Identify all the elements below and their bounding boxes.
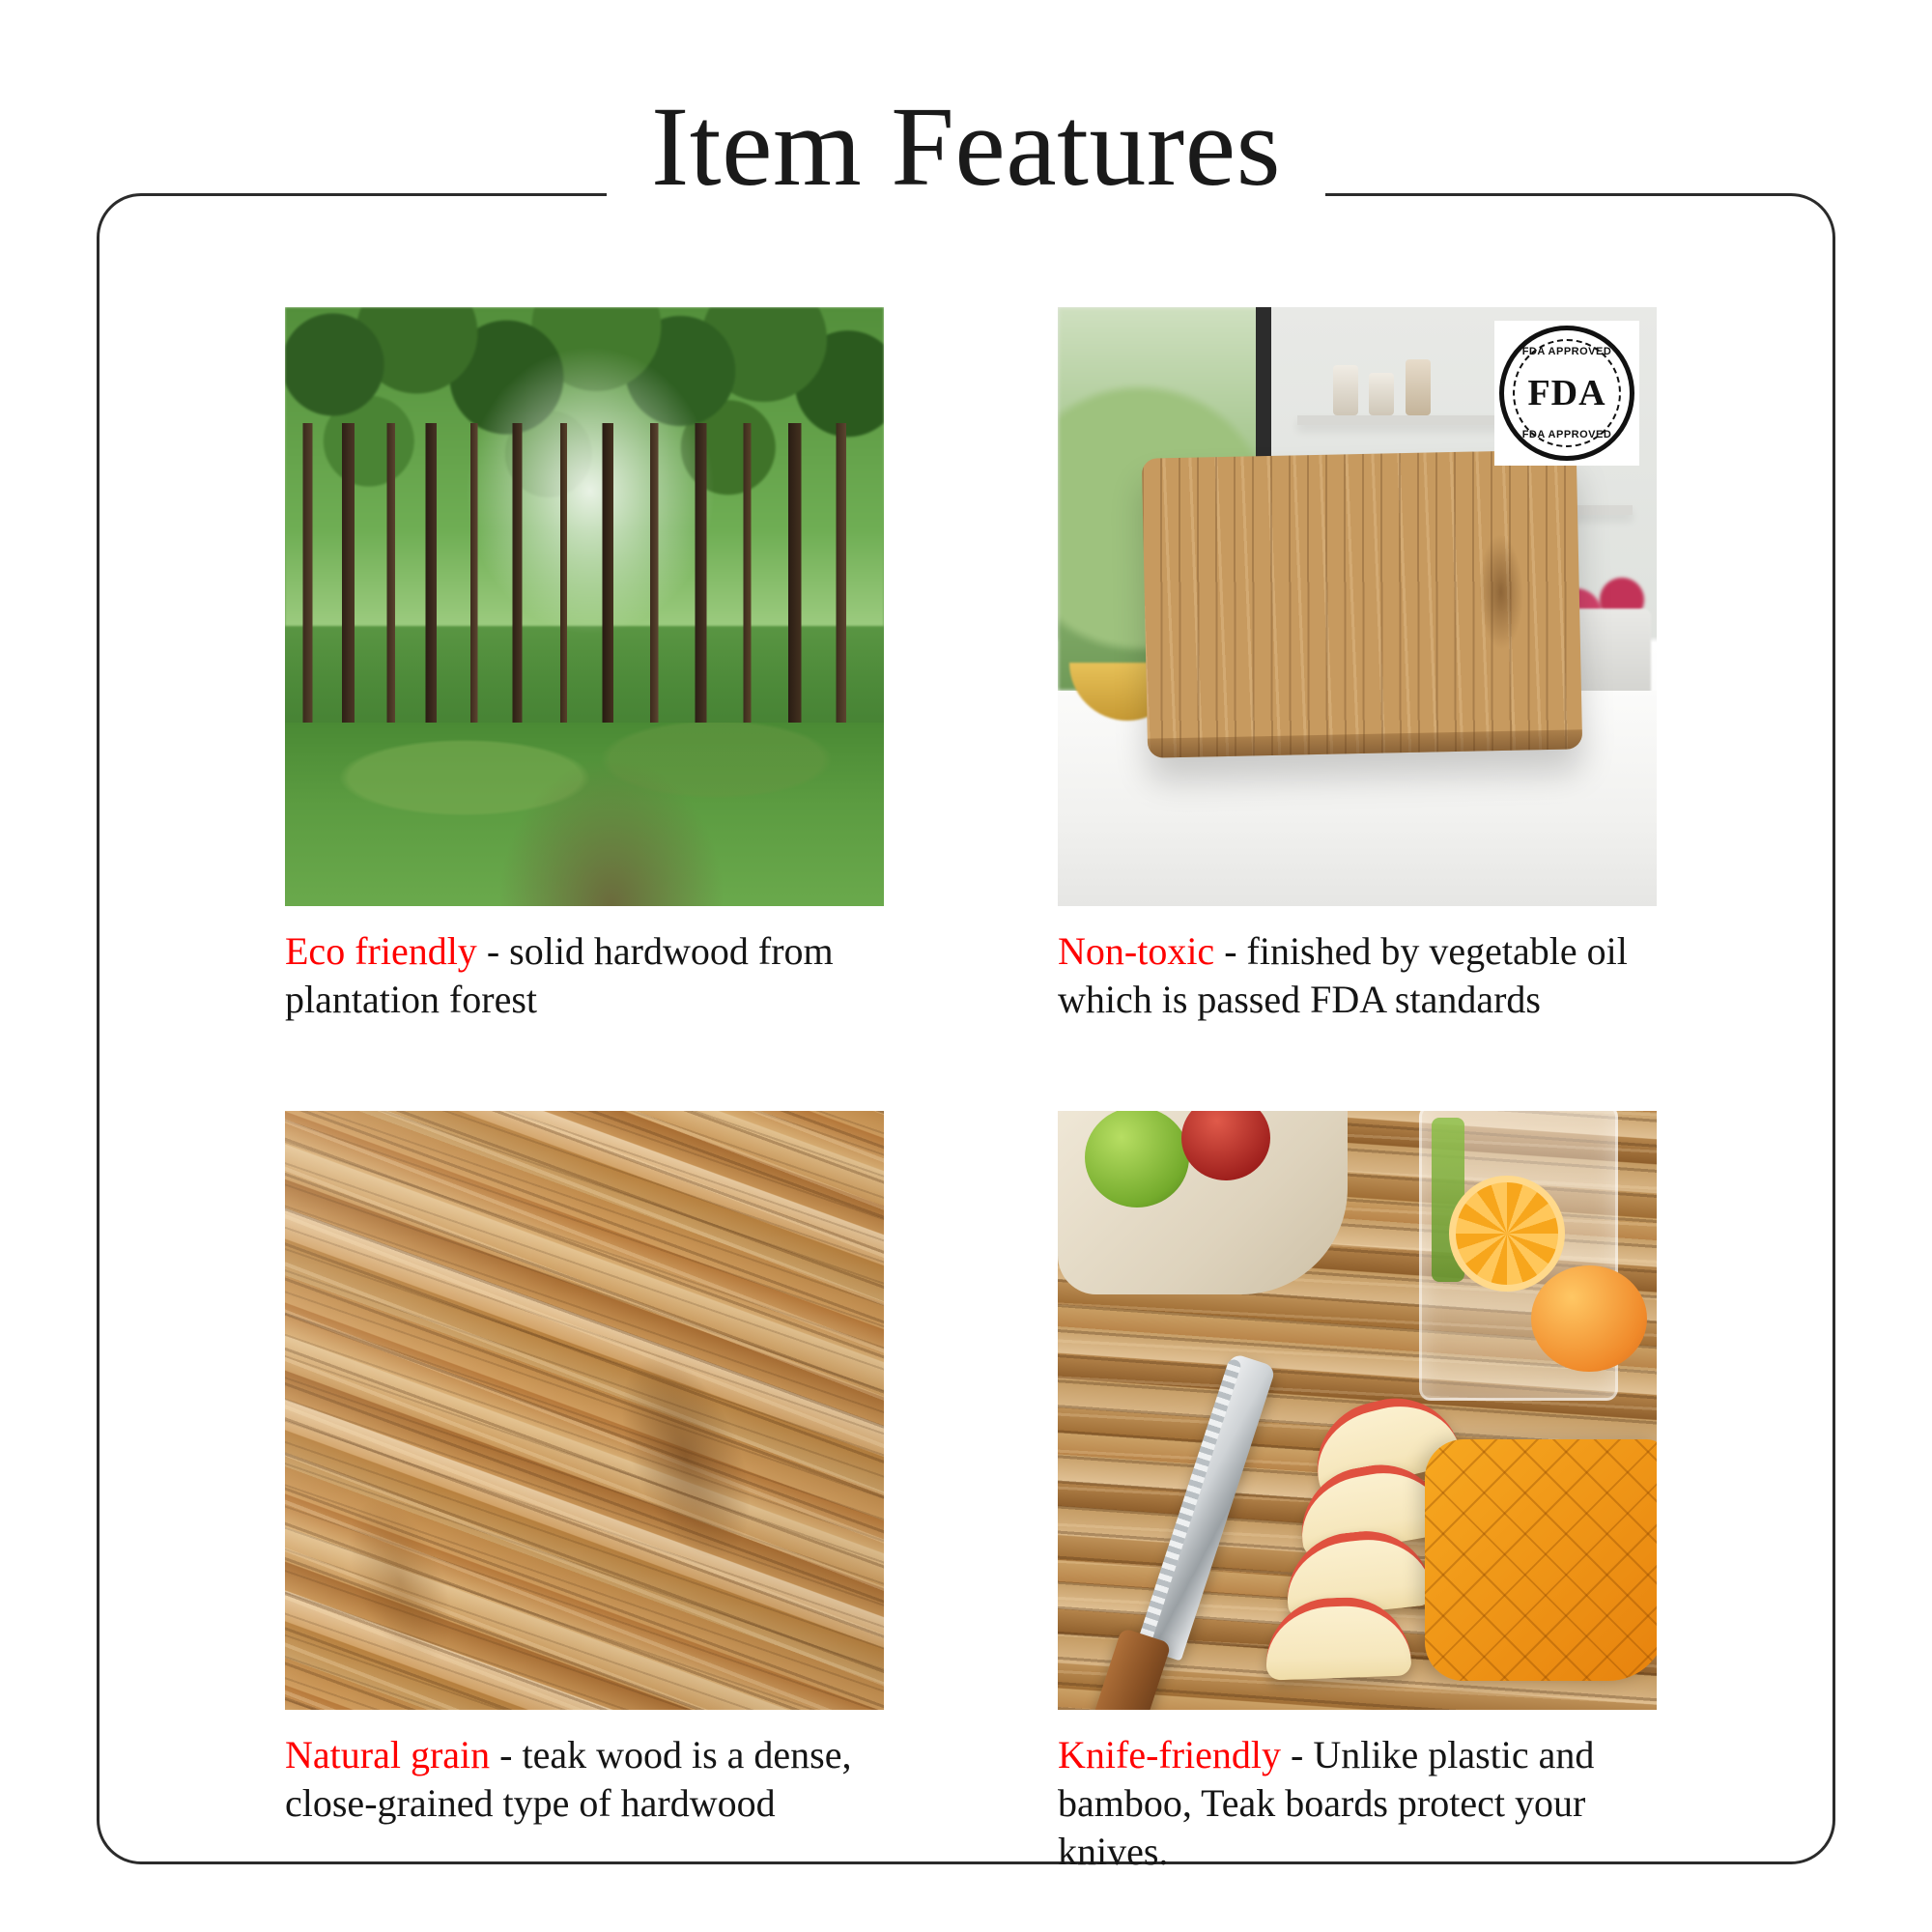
board-with-knife-and-fruit-photo xyxy=(1058,1111,1657,1710)
red-apple xyxy=(1181,1111,1270,1180)
features-row-1 xyxy=(285,307,1657,1024)
cutting-board-on-counter-photo xyxy=(1058,307,1657,906)
features-row-2 xyxy=(285,1111,1657,1876)
row-spacer xyxy=(285,1024,1657,1111)
feature-card-natural-grain xyxy=(285,1111,884,1876)
feature-text: - finished by vegetable oil which is passed FDA standards xyxy=(1058,929,1628,1021)
fda-approved-seal xyxy=(1494,321,1639,466)
shelf-jar xyxy=(1333,365,1358,415)
feature-caption-knife-friendly xyxy=(1058,1731,1657,1876)
shelf-jar xyxy=(1369,373,1394,415)
feature-card-eco-friendly xyxy=(285,307,884,1024)
feature-highlight: Eco friendly xyxy=(285,929,477,973)
feature-highlight: Natural grain xyxy=(285,1733,491,1776)
feature-text: - teak wood is a dense, close-grained type of hardwood xyxy=(285,1733,852,1825)
page-title-container xyxy=(0,83,1932,210)
feature-caption-eco-friendly xyxy=(285,927,884,1024)
feature-highlight: Knife-friendly xyxy=(1058,1733,1282,1776)
forest-path xyxy=(500,761,723,906)
features-grid xyxy=(285,307,1657,1876)
page-title: Item Features xyxy=(607,89,1325,205)
feature-text: - Unlike plastic and bamboo, Teak boards protect your knives. xyxy=(1058,1733,1595,1873)
feature-caption-natural-grain xyxy=(285,1731,884,1828)
feature-card-knife-friendly xyxy=(1058,1111,1657,1876)
grain-sheen xyxy=(285,1111,884,1710)
green-apple xyxy=(1085,1111,1189,1208)
peach-fruit xyxy=(1531,1265,1647,1372)
teak-cutting-board xyxy=(1142,449,1582,757)
feature-highlight: Non-toxic xyxy=(1058,929,1215,973)
teak-grain-closeup-photo xyxy=(285,1111,884,1710)
shelf-jar xyxy=(1406,359,1431,415)
fda-seal-ring xyxy=(1499,326,1634,461)
fda-seal-bottom-text: FDA APPROVED xyxy=(1521,429,1612,440)
feature-card-non-toxic xyxy=(1058,307,1657,1024)
plantation-forest-photo xyxy=(285,307,884,906)
diced-mango xyxy=(1425,1439,1657,1681)
feature-caption-non-toxic xyxy=(1058,927,1657,1024)
orange-slice xyxy=(1449,1176,1565,1292)
fda-seal-mark: FDA xyxy=(1527,373,1606,413)
fruit-basket xyxy=(1067,1111,1290,1227)
fda-seal-top-text: FDA APPROVED xyxy=(1521,346,1612,357)
feature-text: - solid hardwood from plantation forest xyxy=(285,929,834,1021)
